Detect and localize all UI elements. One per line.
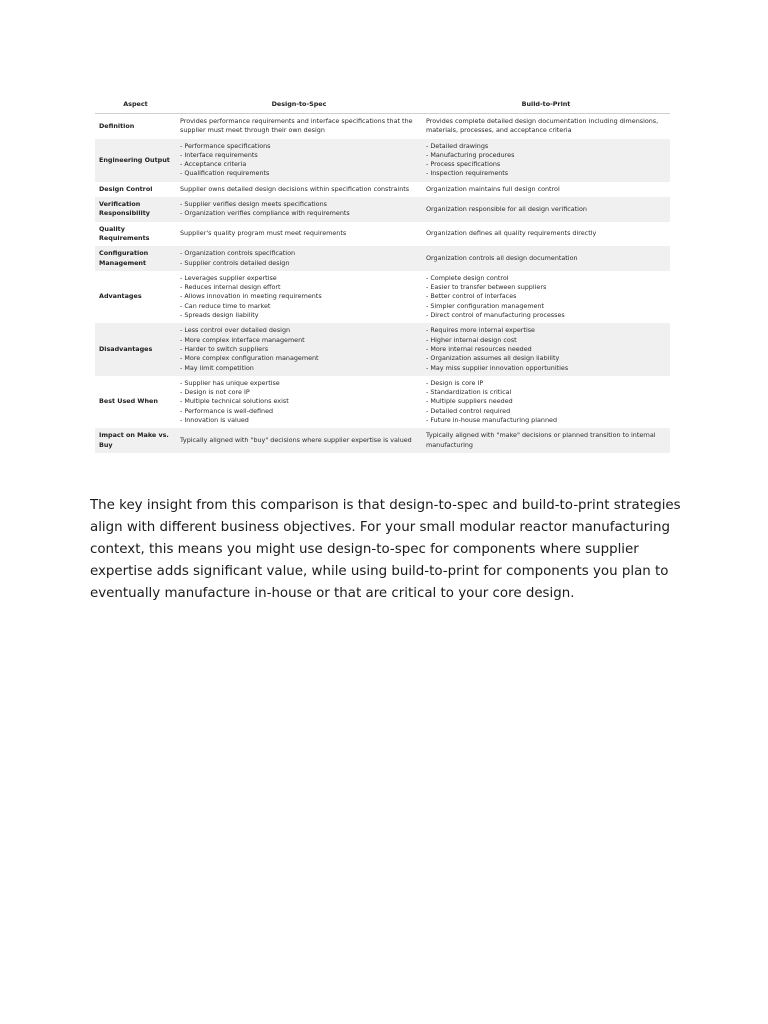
cell-line: Typically aligned with "buy" decisions where supplier expertise is valued	[180, 435, 412, 444]
design-to-spec-cell	[176, 323, 422, 375]
cell-line: - Simpler configuration management	[426, 301, 545, 310]
build-to-print-cell	[422, 114, 670, 139]
build-to-print-cell	[422, 182, 670, 197]
build-to-print-cell	[422, 323, 670, 375]
cell-line: Typically aligned with "make" decisions or planned transition to internal manufacturing	[426, 431, 656, 449]
cell-line: - Spreads design liability	[180, 311, 259, 320]
cell-line: - Supplier has unique expertise	[180, 378, 280, 387]
cell-line: - Qualification requirements	[180, 169, 270, 178]
table-header	[95, 97, 670, 114]
aspect-cell: Disadvantages	[95, 323, 176, 375]
cell-line: - May miss supplier innovation opportunities	[426, 363, 569, 372]
cell-line: - Direct control of manufacturing processes	[426, 311, 565, 320]
summary-paragraph: The key insight from this comparison is that design-to-spec and build-to-print strategies align with different business objectives. For your small modular reactor manufacturing context, this means you might use design-to-spec for components where supplier expertise adds significant value, while using build-to-print for components you plan to eventually manufacture in-house or that are critical to your core design.	[90, 498, 681, 601]
cell-line: - Requires more internal expertise	[426, 326, 535, 335]
cell-line: - Higher internal design cost	[426, 335, 517, 344]
aspect-cell: Design Control	[99, 184, 153, 193]
table-row	[95, 182, 670, 197]
design-to-spec-cell	[176, 246, 422, 271]
aspect-cell: Configuration Management	[95, 246, 176, 271]
cell-line: - Multiple technical solutions exist	[180, 397, 289, 406]
design-to-spec-cell	[176, 376, 422, 428]
cell-line: - Innovation is valued	[180, 416, 249, 425]
cell-line: - Organization verifies compliance with requirements	[180, 209, 350, 218]
cell-line: - More internal resources needed	[426, 344, 532, 353]
design-to-spec-cell	[176, 197, 422, 222]
cell-line: - Less control over detailed design	[180, 326, 291, 335]
aspect-cell: Quality Requirements	[99, 224, 150, 242]
cell-line: - Standardization is critical	[426, 388, 512, 397]
cell-line: - Design is core IP	[426, 378, 484, 387]
cell-line: - Multiple suppliers needed	[426, 397, 513, 406]
cell-line: - Leverages supplier expertise	[180, 273, 277, 282]
header-build-to-print: Build-to-Print	[422, 97, 670, 114]
cell-line: - Interface requirements	[180, 150, 258, 159]
table-row	[95, 114, 670, 139]
cell-line: - Supplier controls detailed design	[180, 258, 290, 267]
cell-line: - Can reduce time to market	[180, 301, 271, 310]
header-design-to-spec: Design-to-Spec	[176, 97, 422, 114]
cell-line: - More complex interface management	[180, 335, 305, 344]
cell-line: - Reduces internal design effort	[180, 283, 281, 292]
design-to-spec-cell	[176, 139, 422, 182]
cell-line: - Complete design control	[426, 273, 509, 282]
cell-line: - Manufacturing procedures	[426, 150, 515, 159]
cell-line: - Future in-house manufacturing planned	[426, 416, 558, 425]
cell-line: - Easier to transfer between suppliers	[426, 283, 547, 292]
cell-line: - Better control of interfaces	[426, 292, 517, 301]
build-to-print-cell	[422, 139, 670, 182]
build-to-print-cell	[422, 271, 670, 323]
cell-line: - Design is not core IP	[180, 388, 250, 397]
cell-line: Supplier owns detailed design decisions within specification constraints	[180, 184, 410, 193]
cell-line: - May limit competition	[180, 363, 254, 372]
cell-line: - Detailed control required	[426, 406, 511, 415]
table-row	[95, 323, 670, 375]
cell-line: - Organization assumes all design liability	[426, 354, 560, 363]
cell-line: - Allows innovation in meeting requirements	[180, 292, 322, 301]
cell-line: - Organization controls specification	[180, 249, 296, 258]
cell-line: Provides complete detailed design documentation including dimensions, materials, processes, and acceptance criteria	[426, 117, 659, 135]
cell-line: - Inspection requirements	[426, 169, 509, 178]
aspect-cell: Verification Responsibility	[95, 197, 176, 222]
cell-line: - Process specifications	[426, 160, 501, 169]
cell-line: - Detailed drawings	[426, 141, 489, 150]
aspect-cell: Impact on Make vs. Buy	[95, 428, 176, 453]
table-body	[95, 114, 670, 453]
design-to-spec-cell	[176, 114, 422, 139]
table-row	[95, 139, 670, 182]
cell-line: Organization responsible for all design verification	[426, 204, 587, 213]
cell-line: - Performance is well-defined	[180, 406, 274, 415]
design-to-spec-cell	[176, 428, 422, 453]
cell-line: - Supplier verifies design meets specifications	[180, 200, 327, 209]
aspect-cell: Engineering Output	[95, 139, 176, 182]
table-row	[95, 246, 670, 271]
design-to-spec-cell	[176, 182, 422, 197]
table-row	[95, 428, 670, 453]
cell-line: Organization controls all design documentation	[426, 253, 578, 262]
table-row	[95, 376, 670, 428]
cell-line: - More complex configuration management	[180, 354, 319, 363]
cell-line: Supplier's quality program must meet requirements	[180, 229, 347, 238]
build-to-print-cell	[422, 222, 670, 247]
cell-line: - Acceptance criteria	[180, 160, 247, 169]
table-row	[95, 197, 670, 222]
table-row	[95, 222, 670, 247]
cell-line: Provides performance requirements and interface specifications that the supplier must meet through their own design	[180, 117, 413, 135]
header-aspect: Aspect	[95, 97, 176, 114]
cell-line: - Performance specifications	[180, 141, 271, 150]
design-to-spec-cell	[176, 222, 422, 247]
aspect-cell: Definition	[99, 121, 135, 130]
aspect-cell: Best Used When	[99, 397, 158, 406]
cell-line: - Harder to switch suppliers	[180, 344, 269, 353]
cell-line: Organization maintains full design control	[426, 184, 560, 193]
design-to-spec-cell	[176, 271, 422, 323]
cell-line: Organization defines all quality requirements directly	[426, 229, 597, 238]
comparison-table-container	[95, 97, 670, 453]
build-to-print-cell	[422, 428, 670, 453]
comparison-table	[95, 97, 670, 453]
build-to-print-cell	[422, 246, 670, 271]
aspect-cell: Advantages	[99, 292, 142, 301]
table-row	[95, 271, 670, 323]
build-to-print-cell	[422, 197, 670, 222]
build-to-print-cell	[422, 376, 670, 428]
